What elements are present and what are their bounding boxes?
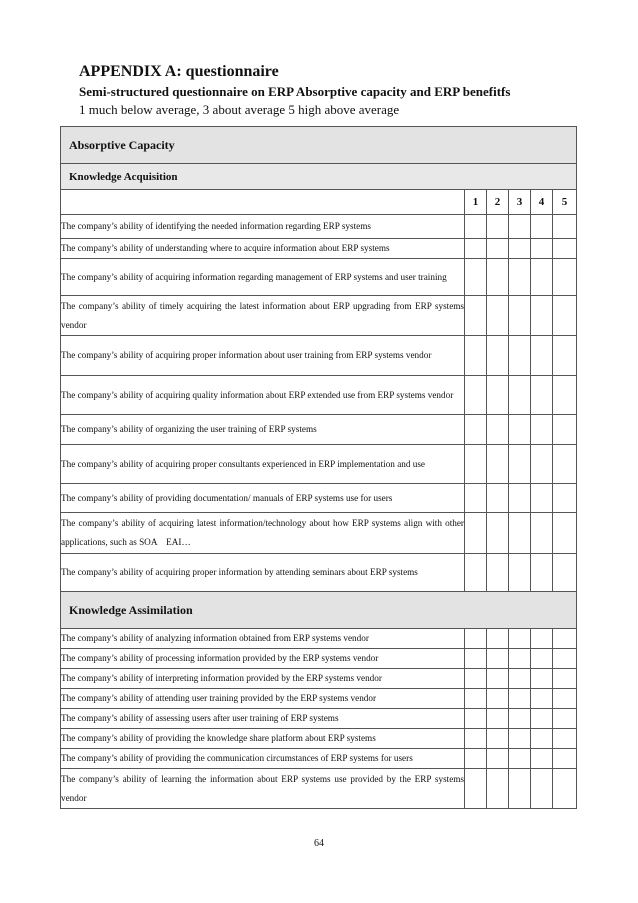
rating-cell-4[interactable] [531,445,553,484]
rating-cell-4[interactable] [531,215,553,239]
rating-cell-4[interactable] [531,296,553,336]
question-row [61,376,577,415]
rating-cell-1[interactable] [465,415,487,445]
rating-cell-3[interactable] [509,215,531,239]
question-text: The company’s ability of learning the information about ERP systems use provided by the ERP systems vendor [61,769,465,809]
rating-cell-1[interactable] [465,649,487,669]
rating-cell-4[interactable] [531,689,553,709]
rating-cell-1[interactable] [465,729,487,749]
rating-cell-3[interactable] [509,669,531,689]
rating-cell-2[interactable] [487,513,509,554]
scale-label: 2 [487,190,509,215]
question-row [61,769,577,809]
question-row [61,484,577,513]
rating-cell-2[interactable] [487,484,509,513]
rating-cell-2[interactable] [487,649,509,669]
question-row [61,749,577,769]
rating-cell-5[interactable] [553,215,577,239]
rating-cell-4[interactable] [531,415,553,445]
question-text: The company’s ability of acquiring proper information about user training from ERP systems vendor [61,336,465,376]
scale-label: 4 [531,190,553,215]
rating-cell-5[interactable] [553,669,577,689]
rating-cell-2[interactable] [487,749,509,769]
page-header [79,62,579,118]
rating-cell-5[interactable] [553,415,577,445]
rating-cell-2[interactable] [487,729,509,749]
rating-cell-3[interactable] [509,749,531,769]
question-row [61,649,577,669]
scale-header-row [61,190,577,215]
question-row [61,709,577,729]
rating-cell-5[interactable] [553,649,577,669]
question-row [61,445,577,484]
question-text: The company’s ability of acquiring proper information by attending seminars about ERP systems [61,554,465,592]
rating-cell-2[interactable] [487,376,509,415]
rating-cell-2[interactable] [487,296,509,336]
rating-cell-3[interactable] [509,336,531,376]
rating-cell-2[interactable] [487,689,509,709]
rating-cell-1[interactable] [465,376,487,415]
question-text: The company’s ability of organizing the user training of ERP systems [61,415,465,445]
rating-cell-5[interactable] [553,376,577,415]
rating-cell-5[interactable] [553,296,577,336]
rating-cell-3[interactable] [509,376,531,415]
section-header-row [61,127,577,164]
rating-cell-3[interactable] [509,513,531,554]
question-text: The company’s ability of analyzing information obtained from ERP systems vendor [61,629,465,649]
rating-cell-4[interactable] [531,629,553,649]
scale-note: 1 much below average, 3 about average 5 high above average [79,102,400,117]
question-text: The company’s ability of processing information provided by the ERP systems vendor [61,649,465,669]
appendix-title: APPENDIX A: questionnaire [79,63,279,80]
rating-cell-3[interactable] [509,769,531,809]
question-text: The company’s ability of assessing users after user training of ERP systems [61,709,465,729]
rating-cell-4[interactable] [531,769,553,809]
question-row [61,259,577,296]
rating-cell-4[interactable] [531,554,553,592]
question-row [61,513,577,554]
question-row [61,729,577,749]
rating-cell-5[interactable] [553,259,577,296]
question-row [61,689,577,709]
question-row [61,554,577,592]
rating-cell-1[interactable] [465,484,487,513]
question-text: The company’s ability of acquiring proper consultants experienced in ERP implementation and use [61,445,465,484]
rating-cell-3[interactable] [509,415,531,445]
rating-cell-2[interactable] [487,259,509,296]
rating-cell-3[interactable] [509,629,531,649]
questionnaire-subtitle: Semi-structured questionnaire on ERP Absorptive capacity and ERP benefitfs [79,84,511,99]
rating-cell-4[interactable] [531,709,553,729]
rating-cell-4[interactable] [531,336,553,376]
question-text: The company’s ability of providing documentation/ manuals of ERP systems use for users [61,484,465,513]
rating-cell-1[interactable] [465,689,487,709]
section-title: Absorptive Capacity [61,127,577,164]
rating-cell-4[interactable] [531,259,553,296]
rating-cell-5[interactable] [553,239,577,259]
question-row [61,669,577,689]
rating-cell-1[interactable] [465,239,487,259]
rating-cell-4[interactable] [531,649,553,669]
rating-cell-2[interactable] [487,709,509,729]
rating-cell-1[interactable] [465,669,487,689]
rating-cell-2[interactable] [487,669,509,689]
rating-cell-1[interactable] [465,445,487,484]
question-text: The company’s ability of understanding where to acquire information about ERP systems [61,239,465,259]
rating-cell-3[interactable] [509,484,531,513]
scale-spacer-cell [61,190,465,215]
rating-cell-5[interactable] [553,513,577,554]
question-text: The company’s ability of attending user training provided by the ERP systems vendor [61,689,465,709]
question-text: The company’s ability of interpreting information provided by the ERP systems vendor [61,669,465,689]
question-text: The company’s ability of acquiring latest information/technology about how ERP systems align with other applications, such as SOA EAI… [61,513,465,554]
rating-cell-4[interactable] [531,669,553,689]
rating-cell-2[interactable] [487,629,509,649]
rating-cell-1[interactable] [465,296,487,336]
page-number: 64 [314,838,324,849]
rating-cell-1[interactable] [465,749,487,769]
rating-cell-2[interactable] [487,445,509,484]
rating-cell-1[interactable] [465,336,487,376]
rating-cell-3[interactable] [509,689,531,709]
question-text: The company’s ability of providing the communication circumstances of ERP systems for users [61,749,465,769]
knowledge-assimilation-items [61,629,577,809]
scale-label: 1 [465,190,487,215]
group-title: Knowledge Assimilation [61,592,577,629]
rating-cell-1[interactable] [465,554,487,592]
group-header-row [61,592,577,629]
question-row [61,215,577,239]
rating-cell-4[interactable] [531,239,553,259]
question-text: The company’s ability of timely acquiring the latest information about ERP upgrading from ERP systems vendor [61,296,465,336]
rating-cell-3[interactable] [509,239,531,259]
rating-cell-1[interactable] [465,629,487,649]
rating-cell-5[interactable] [553,484,577,513]
knowledge-acquisition-items [61,215,577,592]
rating-cell-3[interactable] [509,729,531,749]
question-row [61,239,577,259]
rating-cell-3[interactable] [509,259,531,296]
rating-cell-1[interactable] [465,215,487,239]
rating-cell-5[interactable] [553,554,577,592]
question-text: The company’s ability of acquiring quality information about ERP extended use from ERP systems vendor [61,376,465,415]
rating-cell-5[interactable] [553,769,577,809]
rating-cell-5[interactable] [553,749,577,769]
rating-cell-1[interactable] [465,513,487,554]
rating-cell-4[interactable] [531,729,553,749]
rating-cell-1[interactable] [465,769,487,809]
scale-label: 3 [509,190,531,215]
rating-cell-5[interactable] [553,729,577,749]
question-text: The company’s ability of identifying the needed information regarding ERP systems [61,215,465,239]
rating-cell-2[interactable] [487,769,509,809]
rating-cell-5[interactable] [553,689,577,709]
rating-cell-3[interactable] [509,296,531,336]
group-header-row [61,164,577,190]
rating-cell-4[interactable] [531,376,553,415]
rating-cell-3[interactable] [509,445,531,484]
rating-cell-4[interactable] [531,484,553,513]
rating-cell-4[interactable] [531,513,553,554]
rating-cell-2[interactable] [487,554,509,592]
rating-cell-1[interactable] [465,709,487,729]
rating-cell-1[interactable] [465,259,487,296]
rating-cell-5[interactable] [553,709,577,729]
question-row [61,629,577,649]
scale-label: 5 [553,190,577,215]
rating-cell-2[interactable] [487,215,509,239]
question-row [61,296,577,336]
rating-cell-5[interactable] [553,336,577,376]
rating-cell-5[interactable] [553,629,577,649]
rating-cell-4[interactable] [531,749,553,769]
question-row [61,415,577,445]
question-text: The company’s ability of acquiring information regarding management of ERP systems and user training [61,259,465,296]
rating-cell-3[interactable] [509,554,531,592]
rating-cell-3[interactable] [509,649,531,669]
question-text: The company’s ability of providing the knowledge share platform about ERP systems [61,729,465,749]
rating-cell-2[interactable] [487,336,509,376]
question-row [61,336,577,376]
group-title: Knowledge Acquisition [61,164,577,190]
rating-cell-2[interactable] [487,415,509,445]
rating-cell-3[interactable] [509,709,531,729]
questionnaire-table [60,126,577,809]
rating-cell-2[interactable] [487,239,509,259]
rating-cell-5[interactable] [553,445,577,484]
